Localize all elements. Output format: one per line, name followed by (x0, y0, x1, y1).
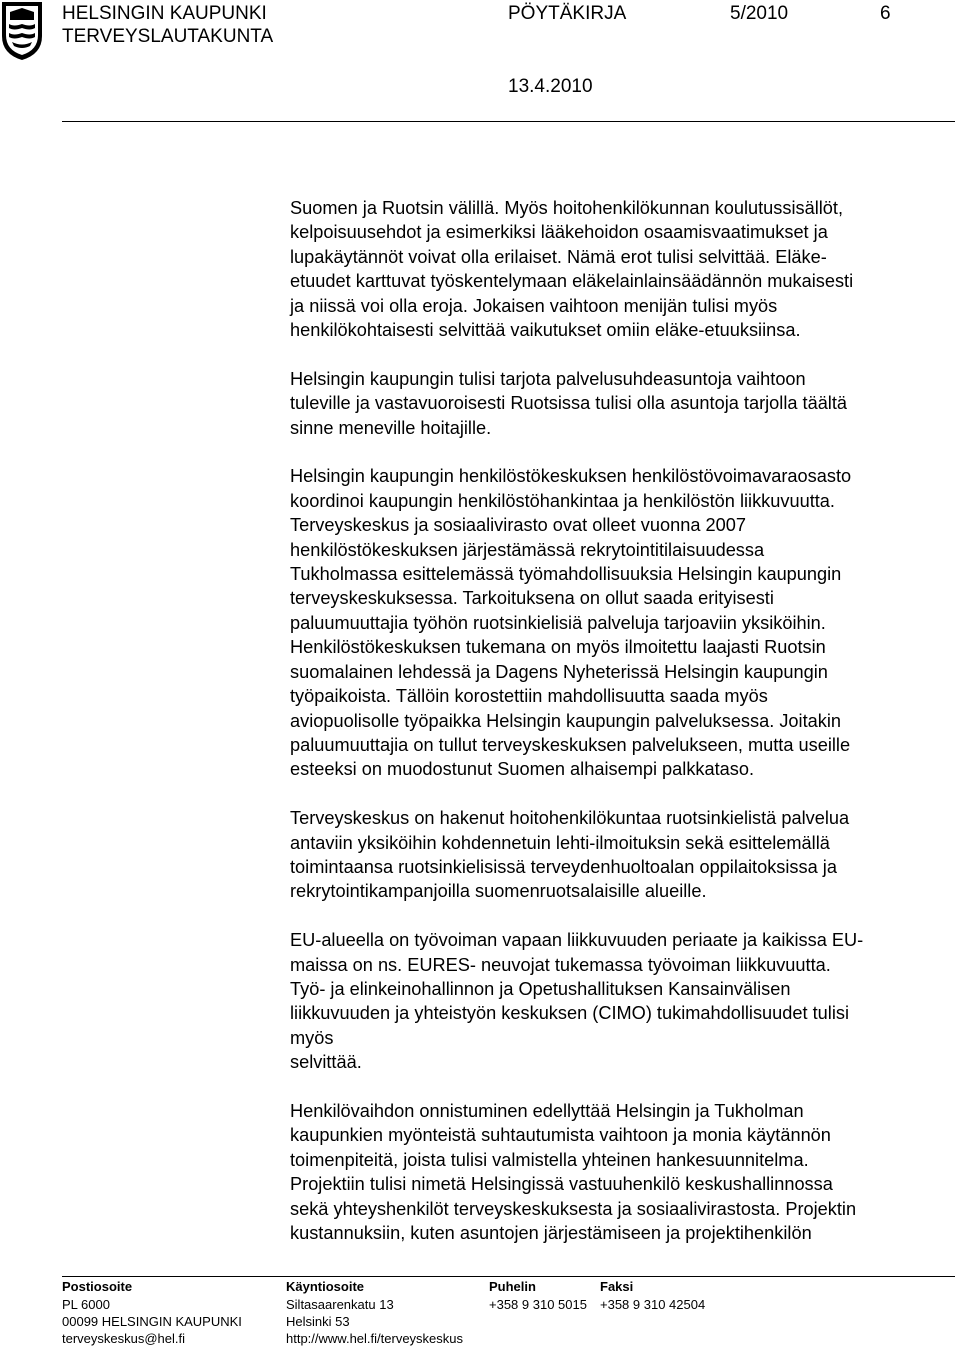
phone-number: +358 9 310 5015 (489, 1297, 587, 1312)
text-line: EU-alueella on työvoiman vapaan liikkuvuuden periaate ja kaikissa EU- (290, 930, 864, 951)
text-line: selvittää. (290, 1052, 362, 1073)
website-url: http://www.hel.fi/terveyskeskus (286, 1331, 464, 1346)
postal-address-line2: 00099 HELSINGIN KAUPUNKI (62, 1314, 242, 1329)
text-line: paluumuuttajia työhön ruotsinkielisiä palveluja tarjoaviin yksiköihin. (290, 612, 826, 633)
text-line: työpaikoista. Tällöin korostettiin mahdollisuutta saada myös (290, 686, 768, 707)
text-line: Henkilöstökeskuksen tukemana on myös ilmoitettu laajasti Ruotsin (290, 637, 826, 658)
paragraph (290, 464, 950, 781)
phone-label: Puhelin (489, 1279, 536, 1294)
visiting-address-line2: Helsinki 53 (286, 1314, 350, 1329)
visiting-address-line1: Siltasaarenkatu 13 (286, 1297, 394, 1312)
text-line: kaupunkien myönteistä suhtautumista vaihtoon ja monia käytännön (290, 1125, 831, 1146)
text-line: maissa on ns. EURES- neuvojat tukemassa työvoiman liikkuvuutta. (290, 954, 831, 975)
text-line: esteeksi on muodostunut Suomen alhaisempi palkkataso. (290, 759, 755, 780)
text-line: liikkuvuuden ja yhteistyön keskuksen (CIMO) tukimahdollisuudet tulisi (290, 1003, 850, 1024)
text-line: Helsingin kaupungin tulisi tarjota palvelusuhdeasuntoja vaihtoon (290, 368, 806, 389)
text-line: lupakäytännöt voivat olla erilaiset. Nämä erot tulisi selvittää. Eläke- (290, 246, 827, 267)
text-line: sinne meneville hoitajille. (290, 417, 492, 438)
text-line: kustannuksiin, kuten asuntojen järjestämiseen ja projektihenkilön (290, 1222, 812, 1243)
document-number: 5/2010 (730, 3, 789, 24)
visiting-address-label: Käyntiosoite (286, 1279, 365, 1294)
organization-name: HELSINGIN KAUPUNKI (62, 3, 267, 24)
text-line: Projektiin tulisi nimetä Helsingissä vastuuhenkilö keskushallinnossa (290, 1174, 833, 1195)
helsinki-coat-of-arms-logo (0, 0, 44, 62)
text-line: henkilökohtaisesti selvittää vaikutukset omiin eläke-etuuksiinsa. (290, 320, 801, 341)
text-line: antaviin yksiköihin kohdennetuin lehti-ilmoituksin sekä esittelemällä (290, 832, 830, 853)
department-name: TERVEYSLAUTAKUNTA (62, 26, 274, 47)
footer-divider (62, 1276, 955, 1277)
text-line: koordinoi kaupungin henkilöstöhankintaa ja henkilöstön liikkuvuutta. (290, 490, 835, 511)
text-line: toimintaansa ruotsinkielisissä terveydenhuoltoalan oppilaitoksissa ja (290, 856, 837, 877)
text-line: suomalainen lehdessä ja Dagens Nyheterissä Helsingin kaupungin (290, 661, 828, 682)
meeting-date: 13.4.2010 (508, 76, 593, 97)
document-body (290, 196, 950, 1270)
text-line: sekä yhteyshenkilöt terveyskeskuksesta ja sosiaalivirastosta. Projektin (290, 1198, 857, 1219)
fax-label: Faksi (600, 1279, 634, 1294)
text-line: etuudet karttuvat työskentelymaan eläkelainlainsäädännön mukaisesti (290, 271, 854, 292)
fax-number: +358 9 310 42504 (600, 1297, 706, 1312)
text-line: Tukholmassa esittelemässä työmahdollisuuksia Helsingin kaupungin (290, 564, 842, 585)
postal-address-label: Postiosoite (62, 1279, 133, 1294)
text-line: Työ- ja elinkeinohallinnon ja Opetushallituksen Kansainvälisen (290, 978, 791, 999)
text-line: Terveyskeskus on hakenut hoitohenkilökuntaa ruotsinkielistä palvelua (290, 808, 850, 829)
document-type: PÖYTÄKIRJA (508, 3, 627, 24)
text-line: Henkilövaihdon onnistuminen edellyttää Helsingin ja Tukholman (290, 1100, 804, 1121)
email-address: terveyskeskus@hel.fi (62, 1331, 186, 1346)
text-line: paluumuuttajia on tullut terveyskeskuksen palvelukseen, mutta useille (290, 734, 851, 755)
text-line: aviopuolisolle työpaikka Helsingin kaupungin palveluksessa. Joitakin (290, 710, 842, 731)
paragraph (290, 928, 950, 1074)
text-line: henkilöstökeskuksen järjestämässä rekrytointitilaisuudessa (290, 539, 765, 560)
text-line: terveyskeskuksessa. Tarkoituksena on ollut saada erityisesti (290, 588, 774, 609)
header-divider (62, 121, 955, 122)
text-line: rekrytointikampanjoilla suomenruotsalaisille alueille. (290, 881, 707, 902)
postal-address-line1: PL 6000 (62, 1297, 110, 1312)
paragraph (290, 806, 950, 904)
text-line: myös (290, 1027, 334, 1048)
text-line: Helsingin kaupungin henkilöstökeskuksen henkilöstövoimavaraosasto (290, 466, 852, 487)
text-line: toimenpiteitä, joista tulisi valmistella yhteinen hankesuunnitelma. (290, 1149, 809, 1170)
paragraph (290, 196, 950, 342)
text-line: Terveyskeskus ja sosiaalivirasto ovat olleet vuonna 2007 (290, 515, 746, 536)
text-line: Suomen ja Ruotsin välillä. Myös hoitohenkilökunnan koulutussisällöt, (290, 198, 844, 218)
page-number: 6 (880, 3, 891, 24)
text-line: tuleville ja vastavuoroisesti Ruotsissa tulisi olla asuntoja tarjolla täältä (290, 393, 848, 414)
text-line: ja niissä voi olla eroja. Jokaisen vaihtoon menijän tulisi myös (290, 295, 778, 316)
text-line: kelpoisuusehdot ja esimerkiksi lääkehoidon osaamisvaatimukset ja (290, 222, 828, 243)
paragraph (290, 1099, 950, 1245)
paragraph (290, 367, 950, 440)
